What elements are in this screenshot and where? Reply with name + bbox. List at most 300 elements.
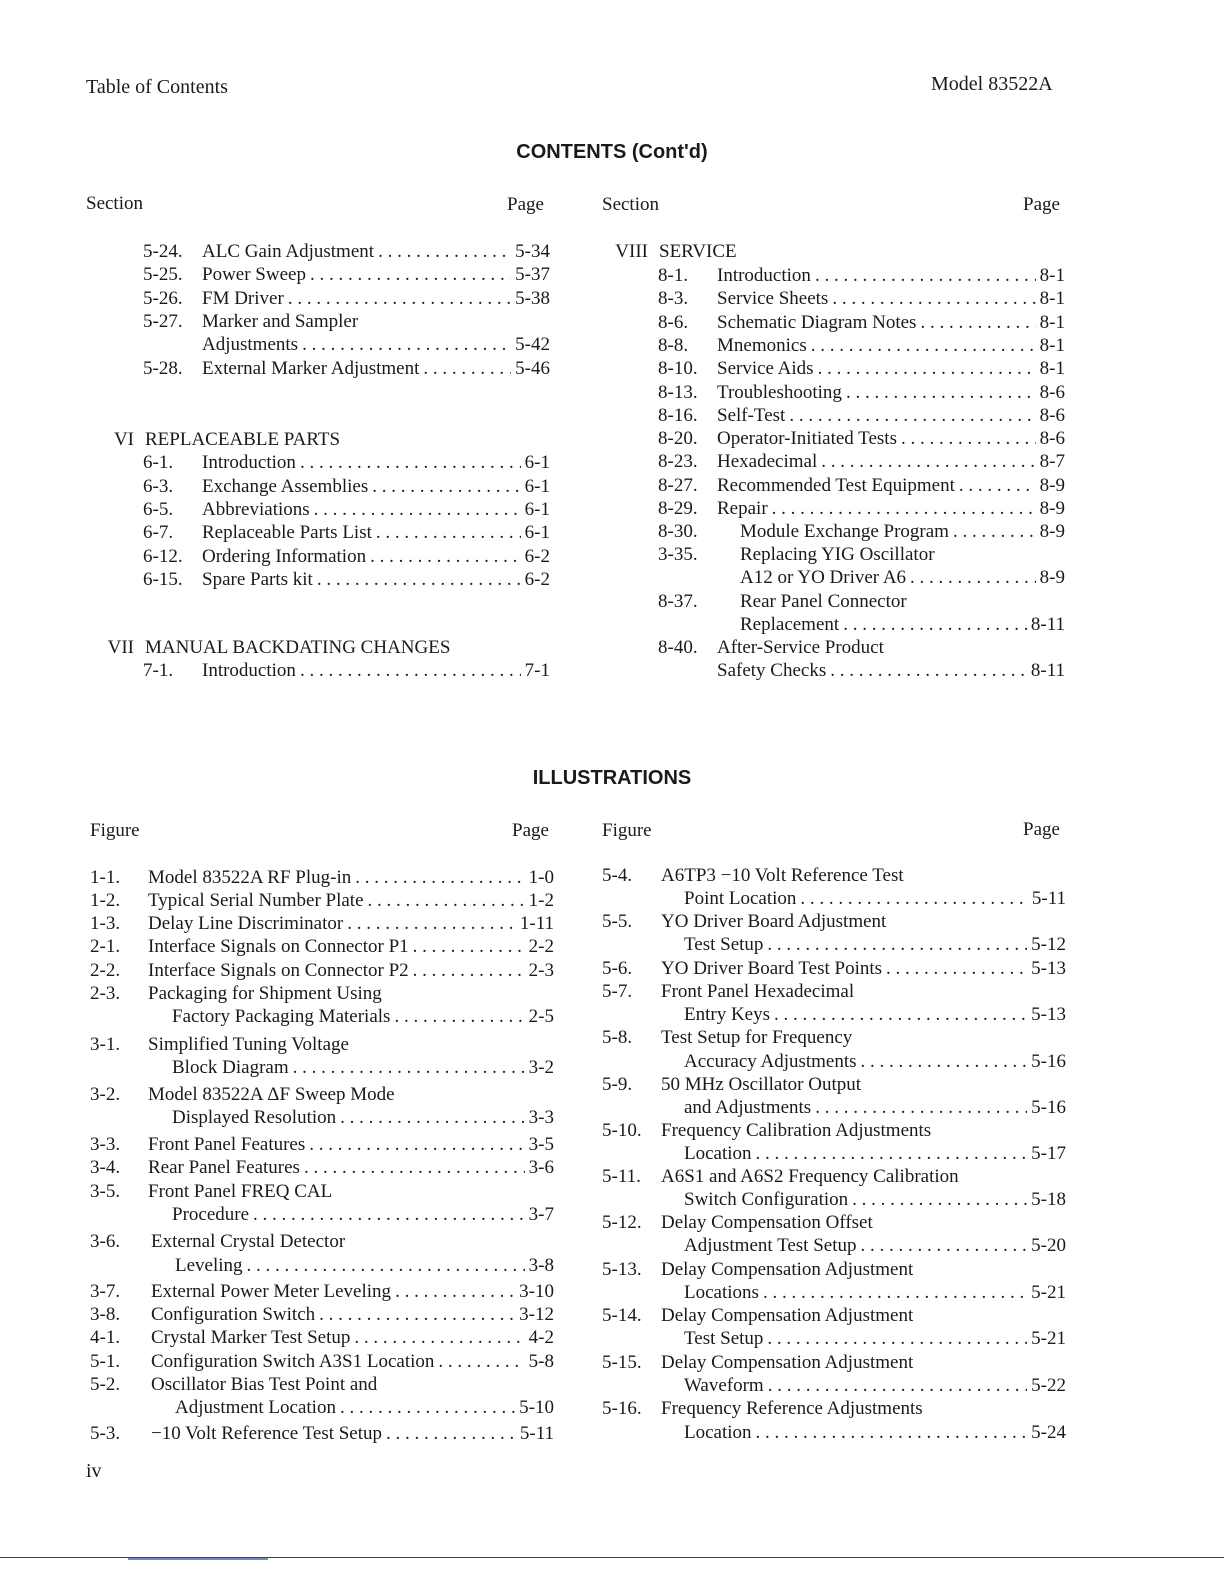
running-header-left: Table of Contents	[86, 76, 228, 98]
illustrations-right-figure-label: Figure	[602, 820, 652, 841]
entry-title: Delay Compensation Adjustment	[661, 1305, 914, 1326]
entry-title: Entry Keys	[684, 1004, 771, 1025]
toc-entry-row	[151, 1326, 554, 1349]
dot-leader	[394, 1005, 524, 1028]
toc-entry-row	[684, 1003, 1066, 1026]
entry-number: 8-30.	[658, 521, 698, 542]
toc-entry-row	[684, 1327, 1066, 1350]
dot-leader	[370, 545, 521, 568]
toc-entry-row	[202, 357, 550, 380]
dot-leader	[340, 1106, 525, 1129]
entry-title: Block Diagram	[172, 1057, 289, 1078]
entry-number: 6-1.	[143, 452, 174, 473]
dot-leader	[756, 1142, 1028, 1165]
toc-entry-row	[684, 1374, 1066, 1397]
toc-entry-row	[740, 590, 1065, 613]
entry-title: Adjustment Test Setup	[684, 1235, 857, 1256]
entry-title: Operator-Initiated Tests	[717, 428, 897, 449]
dot-leader	[852, 1188, 1027, 1211]
entry-page: 5-18	[1031, 1189, 1066, 1210]
toc-entry-row	[202, 240, 550, 263]
toc-entry-row	[717, 357, 1065, 380]
section-roman-numeral: VI	[113, 429, 134, 450]
illustrations-right-page-label: Page	[1023, 819, 1060, 840]
entry-title: Test Setup	[684, 934, 764, 955]
entry-page: 2-2	[528, 936, 554, 957]
toc-entry-row	[661, 864, 1066, 887]
entry-title: FM Driver	[202, 288, 284, 309]
toc-entry-row	[148, 866, 554, 889]
entry-page: 2-5	[528, 1006, 554, 1027]
dot-leader	[959, 474, 1036, 497]
entry-title: Frequency Reference Adjustments	[661, 1398, 923, 1419]
entry-number: 3-35.	[658, 544, 698, 565]
dot-leader	[300, 451, 521, 474]
toc-entry-row	[172, 1005, 554, 1028]
entry-page: 8-1	[1039, 265, 1065, 286]
toc-entry-row	[202, 545, 550, 568]
entry-number: 5-3.	[90, 1423, 121, 1444]
dot-leader	[901, 427, 1036, 450]
dot-leader	[423, 357, 511, 380]
entry-title: Delay Compensation Adjustment	[661, 1259, 914, 1280]
entry-number: 5-11.	[602, 1166, 641, 1187]
toc-entry-row	[202, 287, 550, 310]
entry-number: 7-1.	[143, 660, 174, 681]
section-heading: MANUAL BACKDATING CHANGES	[145, 637, 451, 658]
entry-page: 3-6	[528, 1157, 554, 1178]
entry-title: Service Sheets	[717, 288, 829, 309]
entry-number: 5-1.	[90, 1351, 121, 1372]
section-heading: REPLACEABLE PARTS	[145, 429, 341, 450]
dot-leader	[815, 1096, 1027, 1119]
dot-leader	[310, 263, 511, 286]
toc-entry-row	[661, 1258, 1066, 1281]
toc-entry-row	[202, 333, 550, 356]
entry-number: 8-29.	[658, 498, 698, 519]
toc-entry-row	[740, 543, 1065, 566]
entry-page: 5-24	[1031, 1422, 1066, 1443]
dot-leader	[774, 1003, 1027, 1026]
entry-title: Replacement	[740, 614, 840, 635]
entry-number: 3-1.	[90, 1034, 121, 1055]
entry-title: Mnemonics	[717, 335, 807, 356]
toc-entry-row	[202, 475, 550, 498]
toc-entry-row	[661, 1351, 1066, 1374]
entry-page: 3-3	[528, 1107, 554, 1128]
entry-page: 7-1	[524, 660, 550, 681]
toc-entry-row	[684, 933, 1066, 956]
toc-entry-row	[717, 381, 1065, 404]
dot-leader	[920, 311, 1035, 334]
entry-title: Recommended Test Equipment	[717, 475, 955, 496]
dot-leader	[293, 1056, 525, 1079]
entry-page: 5-38	[515, 288, 550, 309]
entry-number: 5-8.	[602, 1027, 633, 1048]
entry-title: Rear Panel Connector	[740, 591, 907, 612]
dot-leader	[355, 866, 524, 889]
entry-page: 8-6	[1039, 428, 1065, 449]
entry-number: 2-1.	[90, 936, 121, 957]
entry-title: ALC Gain Adjustment	[202, 241, 375, 262]
entry-title: Test Setup for Frequency	[661, 1027, 853, 1048]
entry-page: 5-34	[515, 241, 550, 262]
entry-title: Model 83522A ΔF Sweep Mode	[148, 1084, 395, 1105]
entry-number: 1-1.	[90, 867, 121, 888]
entry-title: External Power Meter Leveling	[151, 1281, 392, 1302]
toc-entry-row	[175, 1396, 554, 1419]
entry-title: Switch Configuration	[684, 1189, 849, 1210]
entry-number: 3-4.	[90, 1157, 121, 1178]
dot-leader	[800, 887, 1027, 910]
entry-number: 8-20.	[658, 428, 698, 449]
dot-leader	[340, 1396, 515, 1419]
toc-entry-row	[172, 1056, 554, 1079]
entry-number: 3-5.	[90, 1181, 121, 1202]
entry-title: Adjustments	[202, 334, 299, 355]
entry-title: Frequency Calibration Adjustments	[661, 1120, 932, 1141]
entry-title: Safety Checks	[717, 660, 827, 681]
entry-title: Interface Signals on Connector P1	[148, 936, 409, 957]
entry-page: 8-11	[1030, 614, 1065, 635]
toc-entry-row	[151, 1422, 554, 1445]
entry-page: 8-1	[1039, 288, 1065, 309]
entry-title: Exchange Assemblies	[202, 476, 369, 497]
contents-left-page-label: Page	[507, 194, 544, 215]
dot-leader	[767, 1327, 1027, 1350]
entry-number: 8-37.	[658, 591, 698, 612]
dot-leader	[376, 521, 521, 544]
toc-entry-row	[661, 1026, 1066, 1049]
entry-number: 5-26.	[143, 288, 183, 309]
entry-number: 1-2.	[90, 890, 121, 911]
entry-number: 8-13.	[658, 382, 698, 403]
entry-title: Simplified Tuning Voltage	[148, 1034, 349, 1055]
entry-title: Accuracy Adjustments	[684, 1051, 857, 1072]
entry-title: Procedure	[172, 1204, 250, 1225]
toc-entry-row	[661, 1211, 1066, 1234]
illustrations-title: ILLUSTRATIONS	[532, 767, 692, 789]
entry-title: Leveling	[175, 1255, 243, 1276]
entry-title: Power Sweep	[202, 264, 306, 285]
entry-number: 5-16.	[602, 1398, 642, 1419]
illustrations-left-figure-label: Figure	[90, 820, 140, 841]
entry-page: 4-2	[528, 1327, 554, 1348]
toc-entry-row	[684, 1188, 1066, 1211]
entry-page: 3-8	[528, 1255, 554, 1276]
entry-title: Displayed Resolution	[172, 1107, 337, 1128]
entry-title: Delay Compensation Offset	[661, 1212, 873, 1233]
entry-title: Replaceable Parts List	[202, 522, 372, 543]
entry-number: 5-24.	[143, 241, 183, 262]
entry-title: A12 or YO Driver A6	[740, 567, 907, 588]
entry-title: Location	[684, 1422, 752, 1443]
entry-page: 6-1	[524, 476, 550, 497]
entry-page: 5-22	[1031, 1375, 1066, 1396]
entry-title: Model 83522A RF Plug-in	[148, 867, 352, 888]
entry-page: 5-13	[1031, 1004, 1066, 1025]
entry-page: 3-2	[528, 1057, 554, 1078]
entry-page: 5-21	[1031, 1328, 1066, 1349]
entry-page: 5-10	[519, 1397, 554, 1418]
toc-entry-row	[717, 311, 1065, 334]
toc-entry-row	[684, 1281, 1066, 1304]
entry-title: Front Panel Hexadecimal	[661, 981, 855, 1002]
toc-entry-row	[202, 310, 550, 333]
entry-number: 2-2.	[90, 960, 121, 981]
entry-number: 8-8.	[658, 335, 689, 356]
toc-entry-row	[202, 568, 550, 591]
entry-page: 3-5	[528, 1134, 554, 1155]
contents-title: CONTENTS (Cont'd)	[516, 141, 708, 163]
entry-number: 8-23.	[658, 451, 698, 472]
entry-page: 5-37	[515, 264, 550, 285]
toc-entry-row	[717, 334, 1065, 357]
toc-entry-row	[661, 957, 1066, 980]
entry-title: Replacing YIG Oscillator	[740, 544, 935, 565]
entry-title: Ordering Information	[202, 546, 367, 567]
entry-title: and Adjustments	[684, 1097, 812, 1118]
toc-entry-row	[148, 935, 554, 958]
entry-number: 8-16.	[658, 405, 698, 426]
entry-title: YO Driver Board Adjustment	[661, 911, 887, 932]
dot-leader	[815, 264, 1036, 287]
illustrations-left-page-label: Page	[512, 820, 549, 841]
toc-entry-row	[661, 1304, 1066, 1327]
entry-number: 8-27.	[658, 475, 698, 496]
dot-leader	[378, 240, 511, 263]
toc-entry-row	[684, 887, 1066, 910]
dot-leader	[846, 381, 1036, 404]
dot-leader	[910, 566, 1036, 589]
entry-page: 5-16	[1031, 1097, 1066, 1118]
entry-title: Introduction	[717, 265, 811, 286]
entry-number: 6-3.	[143, 476, 174, 497]
toc-entry-row	[684, 1421, 1066, 1444]
entry-title: Introduction	[202, 452, 296, 473]
toc-entry-row	[202, 521, 550, 544]
dot-leader	[314, 498, 521, 521]
entry-page: 5-8	[528, 1351, 554, 1372]
toc-entry-row	[684, 1234, 1066, 1257]
entry-number: 3-7.	[90, 1281, 121, 1302]
entry-title: Hexadecimal	[717, 451, 818, 472]
toc-entry-row	[684, 1142, 1066, 1165]
entry-number: 5-5.	[602, 911, 633, 932]
entry-page: 6-1	[524, 499, 550, 520]
toc-entry-row	[172, 1106, 554, 1129]
entry-number: 6-15.	[143, 569, 183, 590]
dot-leader	[832, 287, 1035, 310]
toc-entry-row	[148, 889, 554, 912]
entry-title: Troubleshooting	[717, 382, 842, 403]
entry-page: 3-10	[519, 1281, 554, 1302]
entry-page: 5-20	[1031, 1235, 1066, 1256]
entry-title: Introduction	[202, 660, 296, 681]
toc-entry-row	[717, 497, 1065, 520]
entry-number: 5-27.	[143, 311, 183, 332]
dot-leader	[953, 520, 1036, 543]
entry-title: Test Setup	[684, 1328, 764, 1349]
entry-title: Schematic Diagram Notes	[717, 312, 917, 333]
entry-number: 5-28.	[143, 358, 183, 379]
dot-leader	[288, 287, 511, 310]
entry-number: 5-2.	[90, 1374, 121, 1395]
dot-leader	[354, 1326, 524, 1349]
section-roman-numeral: VII	[107, 637, 134, 658]
dot-leader	[413, 959, 525, 982]
entry-page: 5-11	[519, 1423, 554, 1444]
toc-entry-row	[202, 451, 550, 474]
dot-leader	[767, 933, 1027, 956]
dot-leader	[861, 1050, 1028, 1073]
entry-page: 5-11	[1031, 888, 1066, 909]
entry-title: YO Driver Board Test Points	[661, 958, 883, 979]
toc-entry-row	[717, 264, 1065, 287]
entry-number: 8-40.	[658, 637, 698, 658]
entry-title: Delay Line Discriminator	[148, 913, 344, 934]
entry-title: Interface Signals on Connector P2	[148, 960, 409, 981]
bottom-accent-rule	[128, 1558, 268, 1560]
toc-entry-row	[717, 450, 1065, 473]
dot-leader	[438, 1350, 524, 1373]
toc-entry-row	[717, 474, 1065, 497]
entry-number: 5-4.	[602, 865, 633, 886]
dot-leader	[821, 450, 1035, 473]
entry-page: 5-21	[1031, 1282, 1066, 1303]
entry-title: Waveform	[684, 1375, 764, 1396]
entry-page: 5-12	[1031, 934, 1066, 955]
entry-number: 3-3.	[90, 1134, 121, 1155]
entry-page: 8-9	[1039, 498, 1065, 519]
entry-title: External Crystal Detector	[151, 1231, 346, 1252]
entry-page: 1-0	[528, 867, 554, 888]
entry-title: Locations	[684, 1282, 759, 1303]
entry-number: 5-10.	[602, 1120, 642, 1141]
dot-leader	[395, 1280, 515, 1303]
toc-entry-row	[740, 566, 1065, 589]
entry-number: 5-7.	[602, 981, 633, 1002]
entry-page: 5-13	[1031, 958, 1066, 979]
toc-entry-row	[684, 1096, 1066, 1119]
toc-entry-row	[202, 659, 550, 682]
dot-leader	[789, 404, 1035, 427]
dot-leader	[763, 1281, 1027, 1304]
toc-entry-row	[717, 636, 1065, 659]
toc-entry-row	[148, 982, 554, 1005]
dot-leader	[309, 1133, 524, 1156]
entry-title: A6S1 and A6S2 Frequency Calibration	[661, 1166, 959, 1187]
toc-entry-row	[740, 520, 1065, 543]
dot-leader	[768, 1374, 1027, 1397]
dot-leader	[886, 957, 1027, 980]
entry-page: 8-7	[1039, 451, 1065, 472]
entry-title: Configuration Switch	[151, 1304, 316, 1325]
entry-page: 8-6	[1039, 405, 1065, 426]
entry-title: −10 Volt Reference Test Setup	[151, 1423, 383, 1444]
entry-number: 6-12.	[143, 546, 183, 567]
toc-entry-row	[148, 912, 554, 935]
toc-entry-row	[151, 1350, 554, 1373]
dot-leader	[247, 1254, 525, 1277]
entry-number: 5-13.	[602, 1259, 642, 1280]
dot-leader	[413, 935, 525, 958]
entry-number: 3-6.	[90, 1231, 121, 1252]
entry-number: 6-5.	[143, 499, 174, 520]
toc-entry-row	[717, 287, 1065, 310]
toc-entry-row	[148, 1156, 554, 1179]
dot-leader	[302, 333, 511, 356]
page-number-footer: iv	[86, 1460, 102, 1482]
section-roman-numeral: VIII	[615, 241, 648, 262]
entry-number: 5-9.	[602, 1074, 633, 1095]
toc-entry-row	[151, 1373, 554, 1396]
entry-page: 8-9	[1039, 521, 1065, 542]
entry-title: Repair	[717, 498, 768, 519]
dot-leader	[830, 659, 1027, 682]
entry-page: 8-1	[1039, 335, 1065, 356]
entry-title: Module Exchange Program	[740, 521, 949, 542]
entry-number: 8-6.	[658, 312, 689, 333]
entry-title: Delay Compensation Adjustment	[661, 1352, 914, 1373]
entry-page: 3-12	[519, 1304, 554, 1325]
dot-leader	[818, 357, 1036, 380]
toc-entry-row	[172, 1203, 554, 1226]
entry-title: A6TP3 −10 Volt Reference Test	[661, 865, 904, 886]
entry-title: Oscillator Bias Test Point and	[151, 1374, 378, 1395]
entry-title: Adjustment Location	[175, 1397, 336, 1418]
toc-entry-row	[661, 1165, 1066, 1188]
entry-title: Location	[684, 1143, 752, 1164]
contents-right-page-label: Page	[1023, 194, 1060, 215]
dot-leader	[317, 568, 521, 591]
toc-entry-row	[661, 910, 1066, 933]
dot-leader	[811, 334, 1036, 357]
toc-entry-row	[148, 1133, 554, 1156]
entry-number: 4-1.	[90, 1327, 121, 1348]
entry-number: 3-2.	[90, 1084, 121, 1105]
toc-entry-row	[151, 1230, 554, 1253]
toc-entry-row	[684, 1050, 1066, 1073]
toc-entry-row	[717, 404, 1065, 427]
dot-leader	[347, 912, 516, 935]
toc-entry-row	[661, 1073, 1066, 1096]
toc-entry-row	[717, 427, 1065, 450]
entry-page: 5-46	[515, 358, 550, 379]
contents-left-section-label: Section	[86, 193, 143, 214]
entry-page: 6-1	[524, 522, 550, 543]
entry-title: Typical Serial Number Plate	[148, 890, 364, 911]
entry-page: 8-9	[1039, 475, 1065, 496]
toc-entry-row	[148, 1083, 554, 1106]
entry-page: 6-1	[524, 452, 550, 473]
entry-title: Factory Packaging Materials	[172, 1006, 391, 1027]
running-header-right: Model 83522A	[931, 73, 1053, 95]
entry-page: 8-11	[1030, 660, 1065, 681]
entry-title: Spare Parts kit	[202, 569, 313, 590]
toc-entry-row	[151, 1280, 554, 1303]
entry-title: Front Panel Features	[148, 1134, 306, 1155]
toc-entry-row	[148, 1180, 554, 1203]
entry-number: 5-12.	[602, 1212, 642, 1233]
entry-page: 6-2	[524, 569, 550, 590]
entry-page: 5-42	[515, 334, 550, 355]
toc-entry-row	[661, 980, 1066, 1003]
entry-page: 8-1	[1039, 358, 1065, 379]
entry-number: 5-6.	[602, 958, 633, 979]
entry-number: 5-15.	[602, 1352, 642, 1373]
entry-title: Packaging for Shipment Using	[148, 983, 382, 1004]
